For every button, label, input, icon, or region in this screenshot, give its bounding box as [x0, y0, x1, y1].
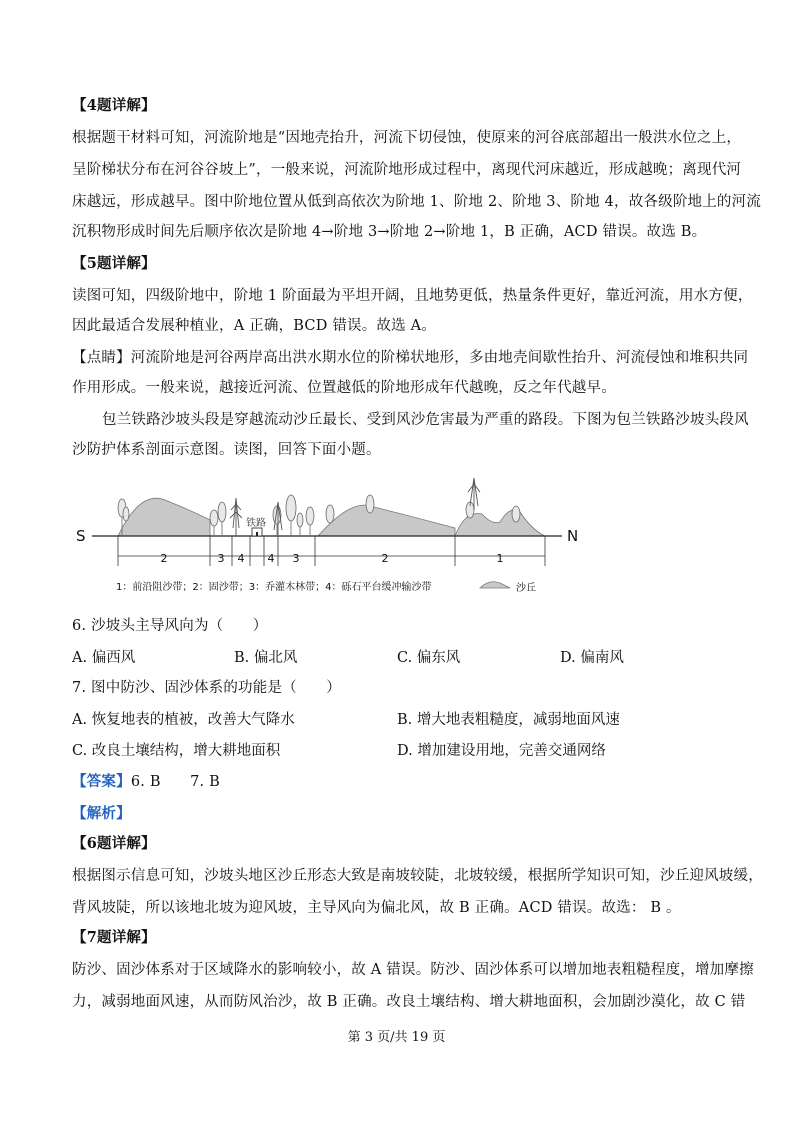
- answer-line: [72, 772, 220, 792]
- q6-option-d: D. 偏南风: [560, 650, 624, 666]
- section-heading-6: 【6题详解】: [72, 835, 156, 852]
- south-label: S: [76, 527, 86, 545]
- paragraph-line: 床越远，形成越早。图中阶地位置从低到高依次为阶地 1、阶地 2、阶地 3、阶地 4，故各级阶地上的河流: [72, 194, 762, 210]
- q7-option-c: C. 改良土壤结构，增大耕地面积: [72, 743, 281, 759]
- paragraph-line: 力，减弱地面风速，从而防风治沙，故 B 正确。改良土壤结构、增大耕地面积，会加剧沙漠化，故 C 错: [72, 994, 746, 1010]
- zone-number: 4: [267, 552, 275, 565]
- question-7-stem: 7. 图中防沙、固沙体系的功能是（ ）: [72, 680, 341, 696]
- paragraph-line: 沙防护体系剖面示意图。读图，回答下面小题。: [72, 442, 381, 458]
- paragraph-line: 防沙、固沙体系对于区域降水的影响较小，故 A 错误。防沙、固沙体系可以增加地表粗糙程度，增加摩擦: [72, 962, 754, 978]
- dune-legend-label: 沙丘: [516, 583, 536, 594]
- q6-option-b: B. 偏北风: [234, 650, 298, 666]
- sand-protection-profile-diagram: [70, 470, 590, 600]
- zone-number: 2: [160, 552, 168, 565]
- paragraph-line: 背风坡陡，所以该地北坡为迎风坡，主导风向为偏北风，故 B 正确。ACD 错误。故选： B 。: [72, 900, 681, 916]
- passage-intro-line: 包兰铁路沙坡头段是穿越流动沙丘最长、受到风沙危害最为严重的路段。下图为包兰铁路沙坡头段风: [102, 412, 749, 428]
- q7-option-a: A. 恢复地表的植被，改善大气降水: [72, 712, 295, 728]
- zone-number: 4: [237, 552, 245, 565]
- zone-number: 3: [217, 552, 225, 565]
- analysis-label: 【解析】: [72, 805, 131, 822]
- answer-label: 【答案】: [72, 773, 131, 790]
- paragraph-line: 呈阶梯状分布在河谷谷坡上”，一般来说，河流阶地形成过程中，离现代河床越近，形成越晚；离现代河: [72, 162, 742, 178]
- q6-option-c: C. 偏东风: [397, 650, 461, 666]
- zone-number: 1: [496, 552, 504, 565]
- railway-label: 铁路: [246, 518, 266, 529]
- paragraph-line: 作用形成。一般来说，越接近河流、位置越低的阶地形成年代越晚，反之年代越早。: [72, 380, 616, 396]
- paragraph-line: 读图可知，四级阶地中，阶地 1 阶面最为平坦开阔，且地势更低，热量条件更好，靠近河流，用水方便，: [72, 288, 753, 304]
- paragraph-line: 根据题干材料可知，河流阶地是“因地壳抬升，河流下切侵蚀，使原来的河谷底部超出一般洪水位之上，: [72, 130, 742, 146]
- section-heading-5: 【5题详解】: [72, 255, 156, 272]
- paragraph-line: 根据图示信息可知，沙坡头地区沙丘形态大致是南坡较陡，北坡较缓，根据所学知识可知，沙丘迎风坡缓，: [72, 868, 763, 884]
- zone-number: 2: [381, 552, 389, 565]
- dune-legend-icon: [480, 582, 510, 588]
- section-heading-7: 【7题详解】: [72, 929, 156, 946]
- north-label: N: [567, 527, 579, 545]
- paragraph-line: 沉积物形成时间先后顺序依次是阶地 4→阶地 3→阶地 2→阶地 1，B 正确，ACD 错误。故选 B。: [72, 224, 707, 240]
- section-heading-4: 【4题详解】: [72, 97, 156, 114]
- answer-text: 6. B 7. B: [130, 774, 221, 790]
- tip-line: 【点睛】河流阶地是河谷两岸高出洪水期水位的阶梯状地形，多由地壳间歇性抬升、河流侵蚀和堆积共同: [72, 350, 749, 366]
- q7-option-d: D. 增加建设用地，完善交通网络: [397, 743, 606, 759]
- figure-legend: 1：前沿阻沙带；2：固沙带；3：乔灌木林带；4：砾石平台缓冲输沙带: [116, 582, 432, 593]
- zone-number: 3: [292, 552, 300, 565]
- q7-option-b: B. 增大地表粗糙度，减弱地面风速: [397, 712, 620, 728]
- question-6-stem: 6. 沙坡头主导风向为（ ）: [72, 618, 268, 634]
- q6-option-a: A. 偏西风: [72, 650, 136, 666]
- page-footer: 第 3 页/共 19 页: [347, 1030, 446, 1045]
- paragraph-line: 因此最适合发展种植业，A 正确，BCD 错误。故选 A。: [72, 318, 437, 334]
